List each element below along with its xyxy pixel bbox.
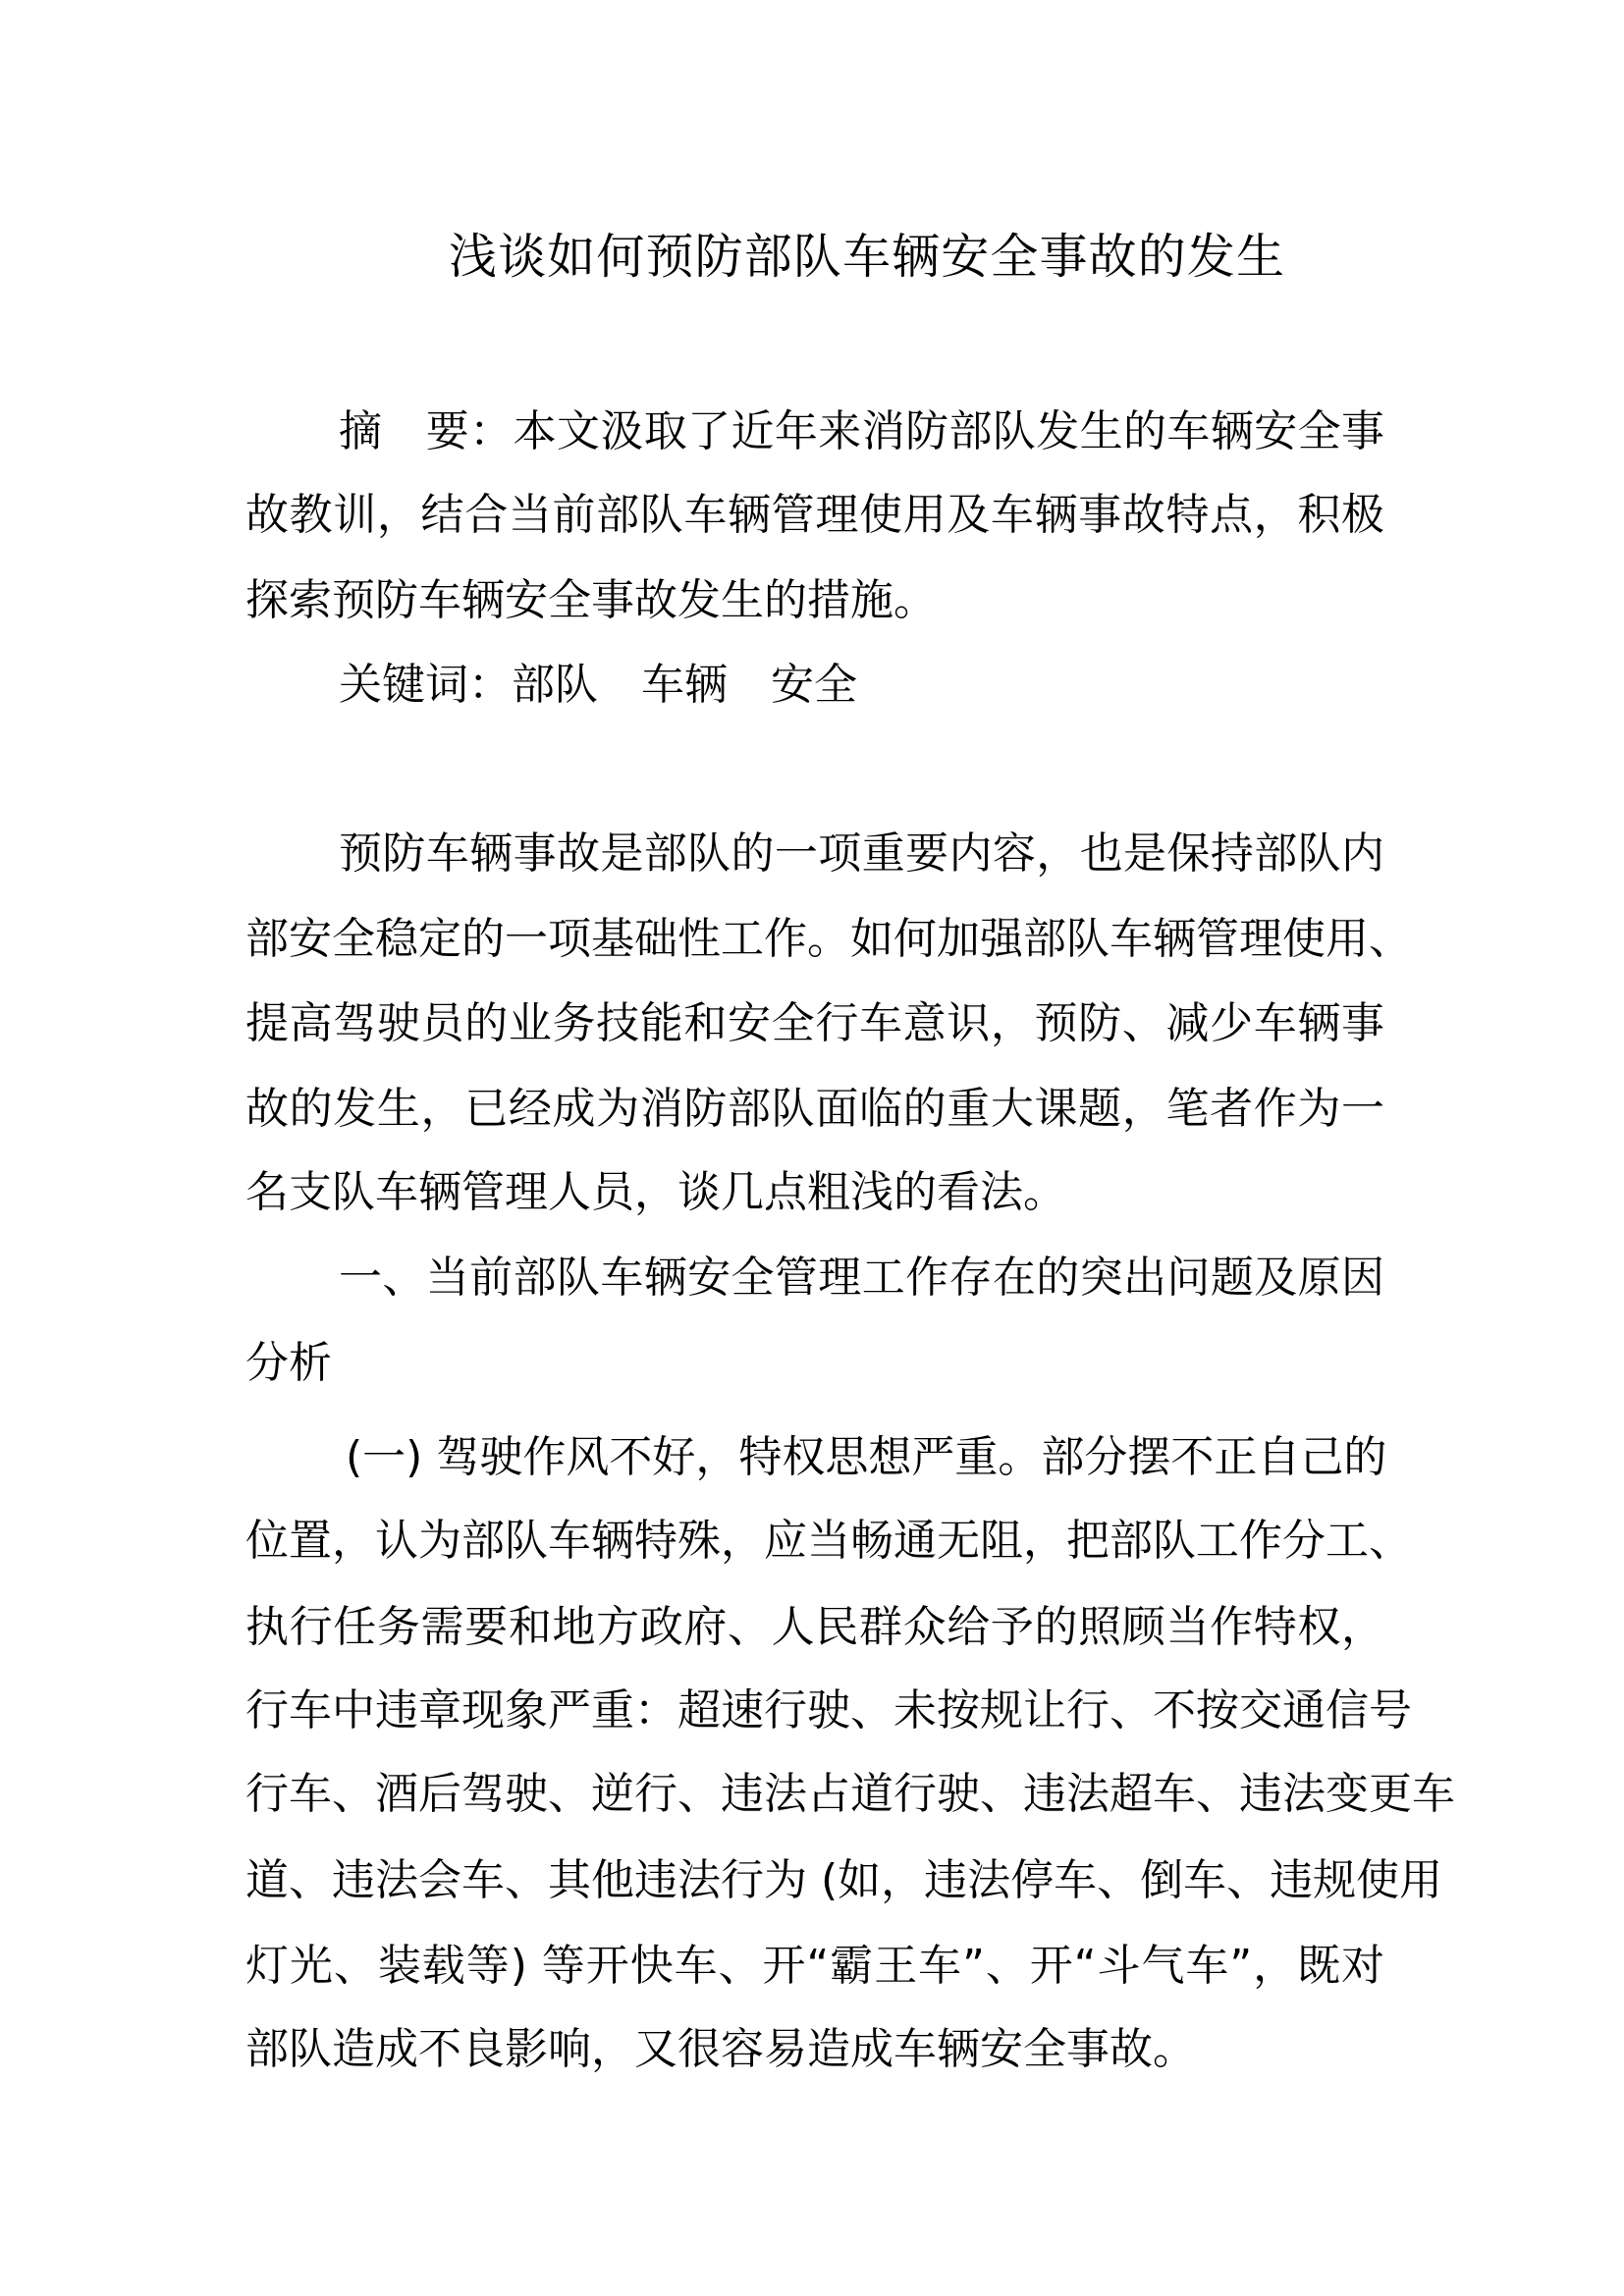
abstract-line: 探索预防车辆安全事故发生的措施。 xyxy=(245,575,937,625)
paragraph-line: 部队造成不良影响，又很容易造成车辆安全事故。 xyxy=(245,2024,1196,2074)
paragraph-line: 位置，认为部队车辆特殊，应当畅通无阻，把部队工作分工、 xyxy=(245,1516,1412,1566)
heading-line: 一、当前部队车辆安全管理工作存在的突出问题及原因 xyxy=(339,1253,1384,1303)
paragraph-line: 名支队车辆管理人员，谈几点粗浅的看法。 xyxy=(245,1167,1066,1217)
paragraph-line: 预防车辆事故是部队的一项重要内容，也是保持部队内 xyxy=(339,828,1384,879)
paragraph-line: 行车、酒后驾驶、逆行、违法占道行驶、违法超车、违法变更车 xyxy=(245,1769,1455,1819)
abstract-line: 故教训，结合当前部队车辆管理使用及车辆事故特点，积极 xyxy=(245,490,1384,540)
paragraph-line: 部安全稳定的一项基础性工作。如何加强部队车辆管理使用、 xyxy=(245,914,1412,964)
keywords: 关键词：部队 车辆 安全 xyxy=(339,660,857,710)
paragraph-line: 行车中违章现象严重：超速行驶、未按规让行、不按交通信号 xyxy=(245,1685,1412,1735)
heading-line: 分析 xyxy=(245,1338,332,1388)
paragraph-line: 提高驾驶员的业务技能和安全行车意识，预防、减少车辆事 xyxy=(245,998,1384,1048)
paragraph-line: 执行任务需要和地方政府、人民群众给予的照顾当作特权， xyxy=(245,1602,1384,1652)
paragraph-line: (一) 驾驶作风不好，特权思想严重。部分摆不正自己的 xyxy=(346,1432,1387,1482)
document-title: 浅谈如何预防部队车辆安全事故的发生 xyxy=(449,229,1284,285)
abstract-line: 摘 要：本文汲取了近年来消防部队发生的车辆安全事 xyxy=(339,406,1384,456)
paragraph-line: 道、违法会车、其他违法行为 (如，违法停车、倒车、违规使用 xyxy=(245,1855,1443,1905)
paragraph-line: 灯光、装载等) 等开快车、开“霸王车”、开“斗气车”，既对 xyxy=(245,1941,1384,1991)
paragraph-line: 故的发生，已经成为消防部队面临的重大课题，笔者作为一 xyxy=(245,1084,1384,1134)
